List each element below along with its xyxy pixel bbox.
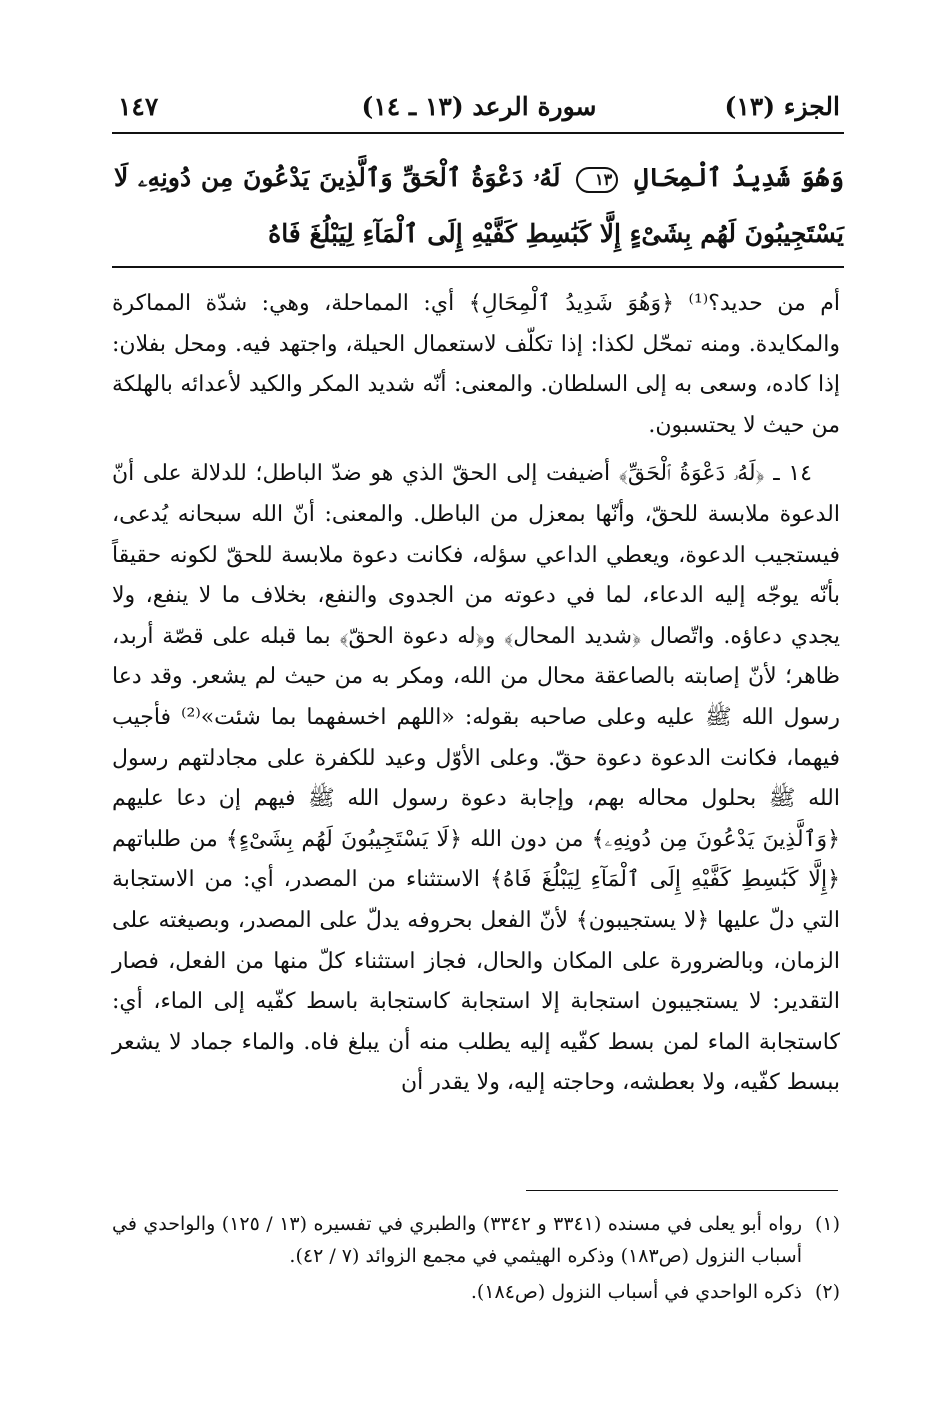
footnote-text: رواه أبو يعلى في مسنده (٣٣٤١ و ٣٣٤٢) والطبري في تفسيره (١٣ / ١٢٥) والواحدي في أسباب النزول (ص١٨٣) وذكره الهيثمي في مجمع الزوائد (٧ / ٤٢). xyxy=(112,1213,802,1267)
commentary-body xyxy=(112,284,840,1112)
part-label: الجزء (١٣) xyxy=(724,91,840,121)
footnotes xyxy=(112,1208,840,1312)
quran-verse xyxy=(114,150,844,262)
page-header xyxy=(118,86,840,126)
commentary-paragraph: ١٤ ـ ﴿لَهُۥ دَعْوَةُ ٱلْحَقِّ﴾ أضيفت إلى الحقّ الذي هو ضدّ الباطل؛ للدلالة على أنّ الدعوة ملابسة للحقّ، وأنّها بمعزل من الباطل. والمعنى: أنّ الله سبحانه يُدعى، فيستجيب الدعوة، ويعطي الداعي سؤله، فكانت دعوة ملابسة للحقّ لكونه حقيقاً بأنّه يوجّه إليه الدعاء، لما في دعوته من الجدوى والنفع، بخلاف ما لا ينفع، ولا يجدي دعاؤه. واتّصال ﴿شديد المحال﴾ و﴿له دعوة الحقّ﴾ بما قبله على قصّة أربد، ظاهر؛ لأنّ إصابته بالصاعقة محال من الله، ومكر به من حيث لم يشعر. وقد دعا رسول الله ﷺ عليه وعلى صاحبه بقوله: «اللهم اخسفهما بما شئت»⁽²⁾ فأجيب فيهما، فكانت الدعوة دعوة حقّ. وعلى الأوّل وعيد للكفرة على مجادلتهم رسول الله ﷺ بحلول محاله بهم، وإجابة دعوة رسول الله ﷺ فيهم إن دعا عليهم ﴿وَٱلَّذِينَ يَدْعُونَ مِن دُونِهِۦ﴾ من دون الله ﴿لَا يَسْتَجِيبُونَ لَهُم بِشَىْءٍ﴾ من طلباتهم ﴿إِلَّا كَبَٰسِطِ كَفَّيْهِ إِلَى ٱلْمَآءِ لِيَبْلُغَ فَاهُ﴾ الاستثناء من المصدر، أي: من الاستجابة التي دلّ عليها ﴿لا يستجيبون﴾ لأنّ الفعل بحروفه يدلّ على المصدر، وبصيغته على الزمان، وبالضرورة على المكان والحال، فجاز استثناء كلّ منها من الفعل، فصار التقدير: لا يستجيبون استجابة إلا استجابة كاستجابة باسط كفّيه إلى الماء، أي: كاستجابة الماء لمن بسط كفّيه إليه يطلب منه أن يبلغ فاه. والماء جماد لا يشعر ببسط كفّيه، ولا بعطشه، وحاجته إليه، ولا يقدر أن xyxy=(112,461,840,1096)
footnote-number: (٢) xyxy=(814,1281,840,1303)
verse-text-part2: لَهُۥ دَعْوَةُ ٱلْحَقِّ وَٱلَّذِينَ يَدْعُونَ مِن دُونِهِۦ لَا يَسْتَجِيبُونَ لَهُم بِشَىْءٍ إِلَّا كَبَٰسِطِ كَفَّيْهِ إِلَى ٱلْمَآءِ لِيَبْلُغَ فَاهُ xyxy=(114,163,844,248)
footnote-text: ذكره الواحدي في أسباب النزول (ص١٨٤). xyxy=(470,1281,802,1303)
footnote xyxy=(112,1276,840,1308)
page-number: ١٤٧ xyxy=(118,91,159,121)
footnote-number: (١) xyxy=(814,1213,840,1235)
commentary-paragraph: أم من حديد؟⁽¹⁾ ﴿وَهُوَ شَدِيدُ ٱلْمِحَالِ﴾ أي: المماحلة، وهي: شدّة المماكرة والمكايدة. ومنه تمحّل لكذا: إذا تكلّف لاستعمال الحيلة، واجتهد فيه. ومحل بفلان: إذا كاده، وسعى به إلى السلطان. والمعنى: أنّه شديد المكر والكيد لأعدائه بالهلكة من حيث لا يحتسبون. xyxy=(112,291,840,438)
footnote-rule xyxy=(526,1190,838,1191)
surah-title: سورة الرعد (١٣ ـ ١٤) xyxy=(361,91,597,121)
footnote xyxy=(112,1208,840,1272)
header-rule xyxy=(112,132,844,134)
ayah-number-marker: ١٣ xyxy=(576,167,618,193)
verse-text-part1: وَهُوَ شَدِيدُ ٱلْمِحَالِ xyxy=(634,163,844,192)
verse-rule xyxy=(112,266,844,268)
